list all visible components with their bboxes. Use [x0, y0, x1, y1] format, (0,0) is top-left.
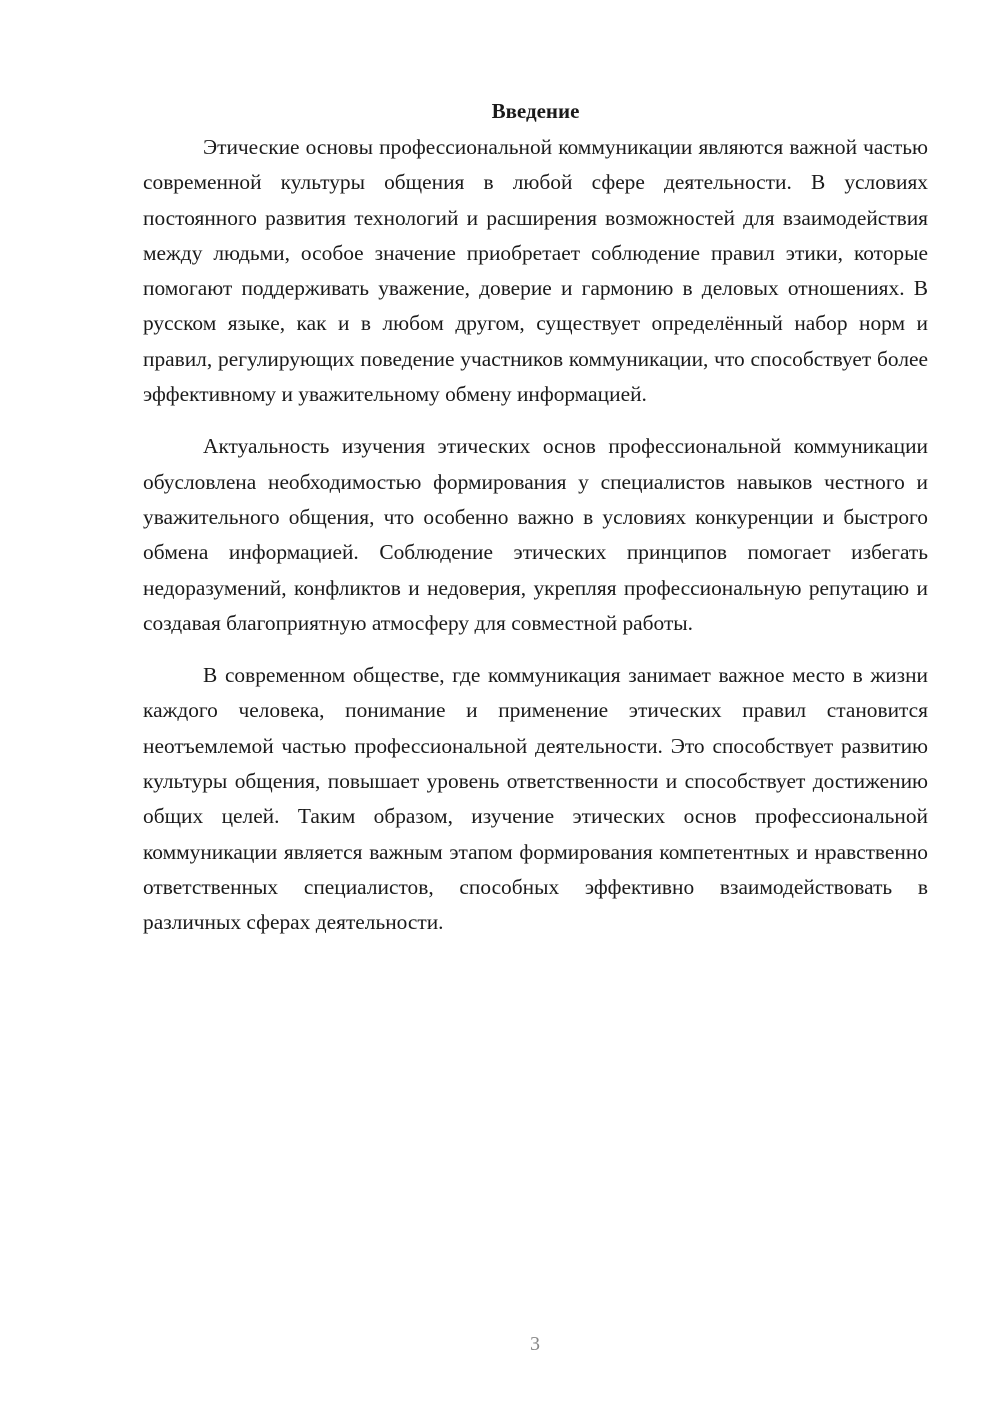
paragraph-1: Этические основы профессиональной коммуникации являются важной частью современной культуры общения в любой сфере деятельности. В условиях постоянного развития технологий и расширения возможностей для взаимодействия между людьми, особое значение приобретает соблюдение правил этики, которые помогают поддерживать уважение, доверие и гармонию в деловых отношениях. В русском языке, как и в любом другом, существует определённый набор норм и правил, регулирующих поведение участников коммуникации, что способствует более эффективному и уважительному обмену информацией. [143, 135, 928, 407]
page-content [143, 94, 928, 941]
paragraph-2: Актуальность изучения этических основ профессиональной коммуникации обусловлена необходимостью формирования у специалистов навыков честного и уважительного общения, что особенно важно в условиях конкуренции и быстрого обмена информацией. Соблюдение этических принципов помогает избегать недоразумений, конфликтов и недоверия, укрепляя профессиональную репутацию и создавая благоприятную атмосферу для совместной работы. [143, 434, 928, 635]
paragraph-3: В современном обществе, где коммуникация занимает важное место в жизни каждого человека, понимание и применение этических правил становится неотъемлемой частью профессиональной деятельности. Это способствует развитию культуры общения, повышает уровень ответственности и способствует достижению общих целей. Таким образом, изучение этических основ профессиональной коммуникации является важным этапом формирования компетентных и нравственно ответственных специалистов, способных эффективно взаимодействовать в различных сферах деятельности. [143, 663, 928, 935]
page-title: Введение [491, 99, 580, 123]
page-number: 3 [530, 1333, 540, 1355]
